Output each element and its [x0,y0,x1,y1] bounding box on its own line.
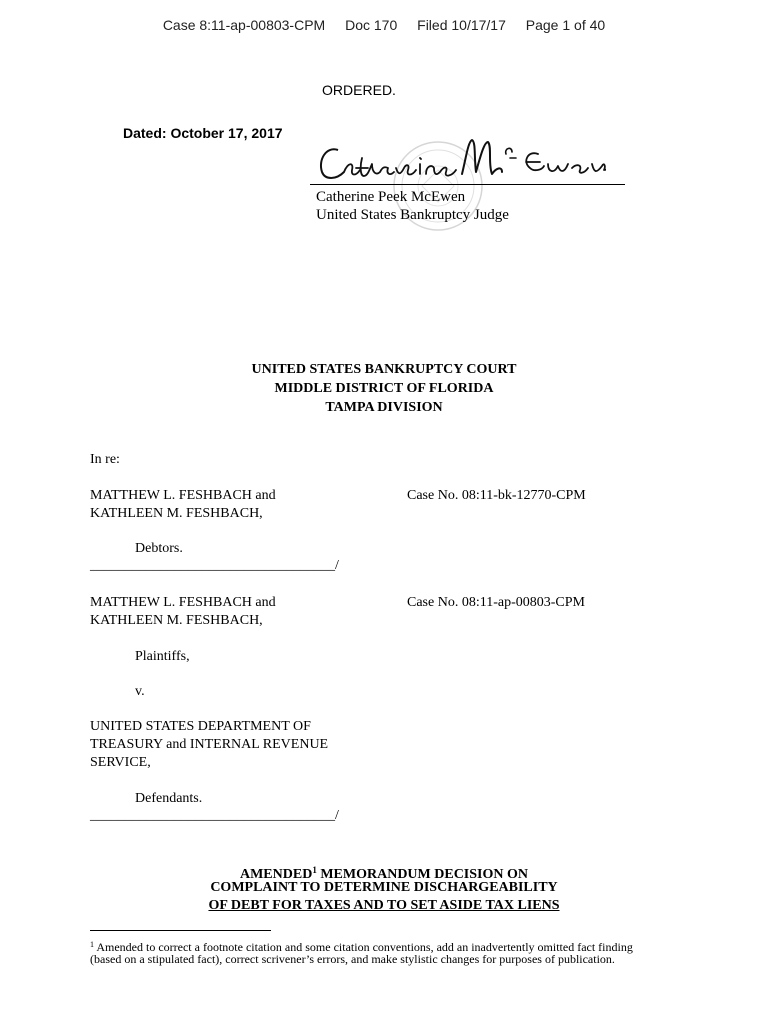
defendants-label: Defendants. [135,791,203,806]
court-district: MIDDLE DISTRICT OF FLORIDA [274,381,494,396]
footnote-marker: 1 [90,940,94,949]
footnote-line-2: (based on a stipulated fact), correct scrivener’s errors, and make stylistic changes for purposes of publication. [90,952,615,966]
document-title-line-3: OF DEBT FOR TAXES AND TO SET ASIDE TAX LIENS [208,898,560,913]
judge-title: United States Bankruptcy Judge [316,207,509,223]
in-re-label: In re: [90,452,120,467]
defendant-name-line-1: UNITED STATES DEPARTMENT OF [90,719,311,734]
versus-label: v. [135,684,145,699]
title-amended: AMENDED [239,867,313,882]
document-title-line-2: COMPLAINT TO DETERMINE DISCHARGEABILITY [210,880,558,895]
plaintiff-name-line-1: MATTHEW L. FESHBACH and [90,595,276,610]
signature-line [310,184,625,185]
adversary-case-number: Case No. 08:11-ap-00803-CPM [407,595,585,610]
bankruptcy-case-number: Case No. 08:11-bk-12770-CPM [407,488,586,503]
footnote-text-1: Amended to correct a footnote citation and some citation conventions, add an inadvertently omitted fact finding [94,940,633,954]
defendant-name-line-3: SERVICE, [90,755,151,770]
header-case-number: Case 8:11-ap-00803-CPM [162,17,326,33]
header-filed-date: Filed 10/17/17 [417,17,506,33]
court-division: TAMPA DIVISION [325,400,443,415]
footnote-separator [90,930,271,931]
defendant-name-line-2: TREASURY and INTERNAL REVENUE [90,737,329,752]
document-header [0,17,768,33]
court-name: UNITED STATES BANKRUPTCY COURT [251,362,517,377]
dated-line: Dated: October 17, 2017 [123,125,283,141]
header-doc-number: Doc 170 [345,17,398,33]
caption-separator-1: ___________________________________/ [90,558,339,573]
document-title-line-3-wrap [0,897,768,915]
judge-signature [316,128,606,188]
plaintiff-name-line-2: KATHLEEN M. FESHBACH, [90,613,263,628]
title-memorandum: MEMORANDUM DECISION ON [316,867,528,882]
ordered-label: ORDERED. [322,82,396,98]
caption-separator-2: ___________________________________/ [90,808,339,823]
plaintiffs-label: Plaintiffs, [135,649,190,664]
footnote-reference-marker: 1 [312,865,317,875]
debtors-label: Debtors. [135,541,183,556]
debtor-name-line-2: KATHLEEN M. FESHBACH, [90,506,263,521]
header-page-number: Page 1 of 40 [525,17,606,33]
debtor-name-line-1: MATTHEW L. FESHBACH and [90,488,276,503]
judge-name: Catherine Peek McEwen [316,189,466,205]
